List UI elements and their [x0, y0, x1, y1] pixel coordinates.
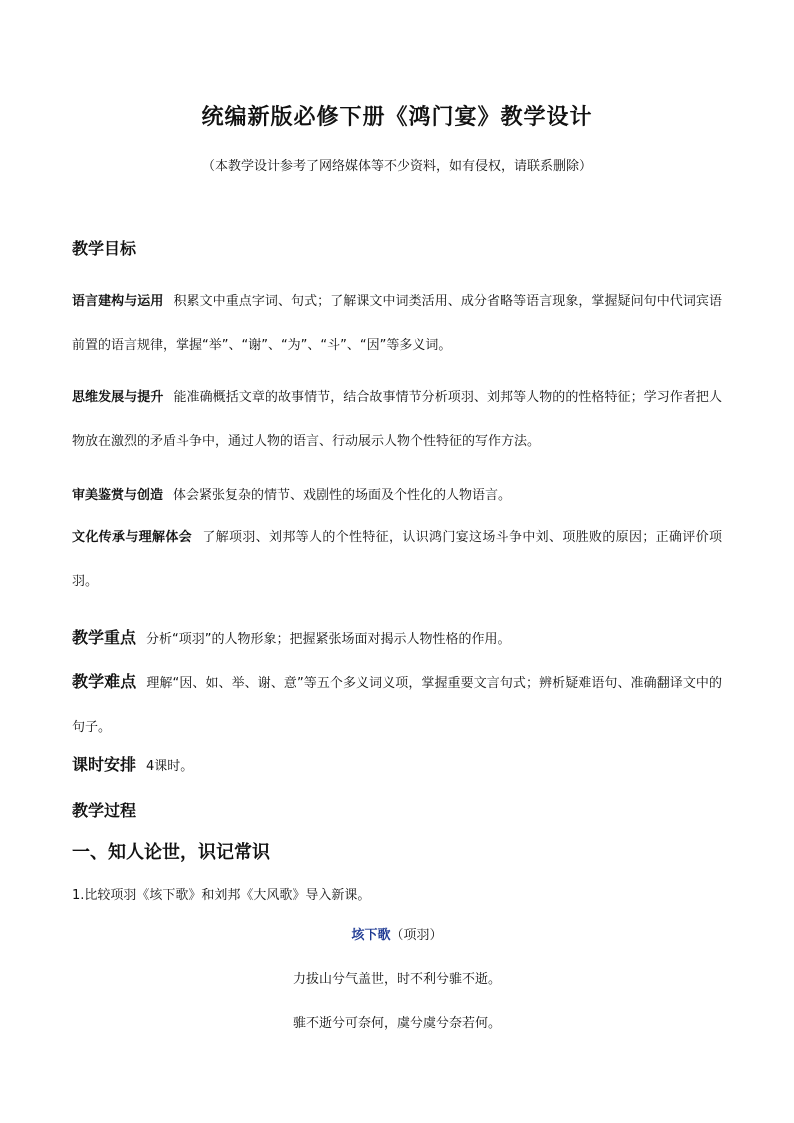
key-point-label: 教学重点 — [72, 628, 137, 647]
schedule — [72, 743, 722, 789]
schedule-label: 课时安排 — [72, 755, 137, 774]
goal-language — [72, 280, 722, 368]
poem-author: （项羽） — [390, 928, 443, 943]
document-subtitle: （本教学设计参考了网络媒体等不少资料，如有侵权，请联系删除） — [201, 159, 592, 174]
item-1: 1.比较项羽《垓下歌》和刘邦《大风歌》导入新课。 — [72, 888, 371, 903]
difficulty — [72, 660, 722, 750]
goal-label: 审美鉴赏与创造 — [72, 488, 164, 503]
poem-line: 力拔山兮气盖世，时不利兮骓不逝。 — [292, 972, 501, 987]
goal-text: 积累文中重点字词、句式；了解课文中词类活用、成分省略等语言现象，掌握疑问句中代词宾语前置的语言规律，掌握“举”、“谢”、“为”、“斗”、“因”等多义词。 — [72, 294, 722, 353]
goal-text: 了解项羽、刘邦等人的个性特征，认识鸿门宴这场斗争中刘、项胜败的原因；正确评价项羽。 — [72, 530, 722, 589]
process-heading: 教学过程 — [72, 801, 137, 820]
poem-title — [0, 924, 794, 943]
goal-culture — [72, 516, 722, 604]
goal-aesthetic — [72, 474, 722, 518]
poem-name: 垓下歌 — [351, 928, 391, 943]
goal-label: 文化传承与理解体会 — [72, 530, 192, 545]
document-title: 统编新版必修下册《鸿门宴》教学设计 — [201, 104, 593, 130]
goal-text: 能准确概括文章的故事情节，结合故事情节分析项羽、刘邦等人物的的性格特征；学习作者把人物放在激烈的矛盾斗争中，通过人物的语言、行动展示人物个性特征的写作方法。 — [72, 390, 722, 449]
goals-heading: 教学目标 — [72, 239, 137, 258]
goal-label: 思维发展与提升 — [72, 390, 164, 405]
goal-label: 语言建构与运用 — [72, 294, 164, 309]
difficulty-text: 理解“因、如、举、谢、意”等五个多义词义项，掌握重要文言句式；辨析疑难语句、准确翻译文中的句子。 — [72, 676, 722, 735]
key-point-text: 分析“项羽”的人物形象；把握紧张场面对揭示人物性格的作用。 — [146, 632, 511, 647]
key-point — [72, 616, 722, 662]
schedule-text: 4课时。 — [146, 759, 194, 774]
difficulty-label: 教学难点 — [72, 672, 137, 691]
poem-line: 骓不逝兮可奈何，虞兮虞兮奈若何。 — [292, 1016, 501, 1031]
goal-text: 体会紧张复杂的情节、戏剧性的场面及个性化的人物语言。 — [173, 488, 512, 503]
section1-heading: 一、知人论世，识记常识 — [72, 842, 270, 863]
goal-thinking — [72, 376, 722, 464]
